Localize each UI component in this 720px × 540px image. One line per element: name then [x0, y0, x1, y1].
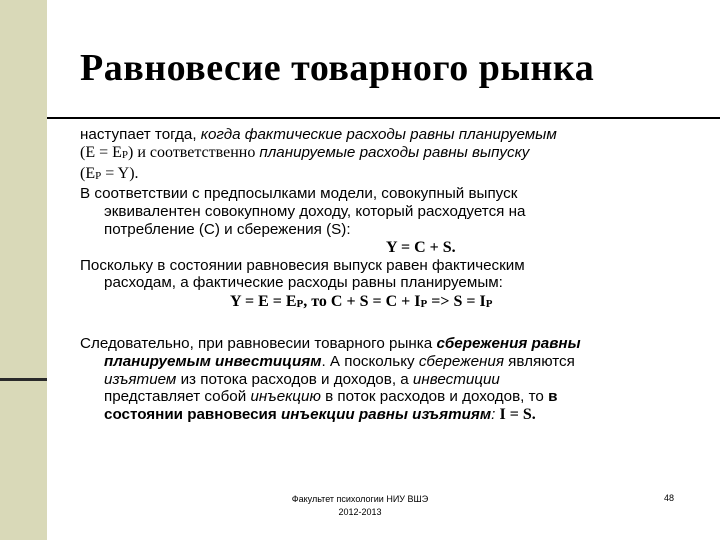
para1-line2: (E = EP) и соответственно планируемые расходы равны выпуску [80, 143, 530, 161]
slide-footer [240, 493, 480, 519]
left-accent-bar [0, 0, 47, 540]
para2-line2: эквивалентен совокупному доходу, который расходуется на [104, 203, 526, 221]
para4-line1: Следовательно, при равновесии товарного рынка сбережения равны [80, 334, 581, 352]
title-underline [47, 117, 720, 119]
page-number: 48 [664, 493, 675, 503]
formula-y-c-s: Y = C + S. [386, 238, 456, 256]
para4-line3: изъятием из потока расходов и доходов, а инвестиции [104, 370, 500, 388]
slide-body [80, 126, 690, 424]
para2-line1: В соответствии с предпосылками модели, совокупный выпуск [80, 185, 518, 203]
para4-line2: планируемым инвестициям. А поскольку сбережения являются [104, 352, 575, 370]
footer-faculty: Факультет психологии НИУ ВШЭ [291, 494, 429, 504]
para2-line3: потребление (C) и сбережения (S): [104, 220, 351, 238]
para3-line1: Поскольку в состоянии равновесия выпуск равен фактическим [80, 256, 525, 274]
formula-equilibrium: Y = E = EP, то C + S = C + IP => S = IP [230, 293, 493, 311]
footer-year: 2012-2013 [338, 507, 382, 517]
accent-divider [0, 378, 47, 381]
slide-title: Равновесие товарного рынка [80, 47, 595, 89]
para3-line2: расходам, а фактические расходы равны планируемым: [104, 274, 503, 292]
para1-line3: (EP = Y). [80, 164, 139, 182]
para4-line5: состоянии равновесия инъекции равны изъятиям: I = S. [104, 406, 536, 424]
para4-line4: представляет собой инъекцию в поток расходов и доходов, то в [104, 388, 558, 406]
para1-line1: наступает тогда, когда фактические расходы равны планируемым [80, 126, 557, 143]
